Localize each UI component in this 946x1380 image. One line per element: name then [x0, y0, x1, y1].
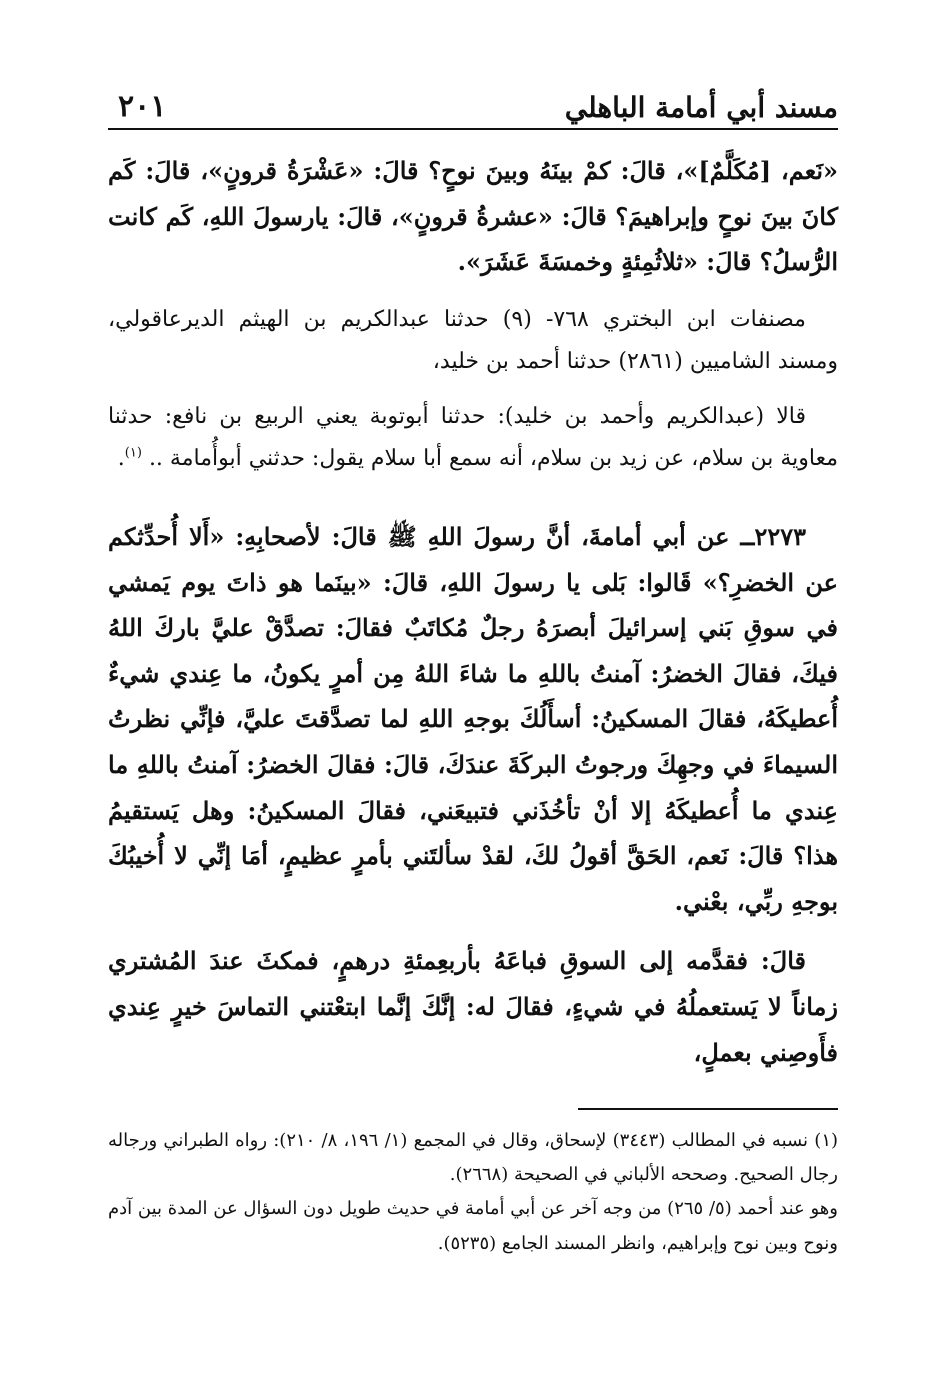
page-number: ٢٠١ [118, 89, 167, 124]
footnote-1: (١) نسبه في المطالب (٣٤٤٣) لإسحاق، وقال في المجمع (١/ ١٩٦، ٨/ ٢١٠): رواه الطبراني ورجاله رجال الصحيح. وصححه الألباني في الصحيحة (٢٦٦٨). [108, 1130, 839, 1186]
running-title: مسند أبي أمامة الباهلي [564, 91, 838, 124]
footnote-divider [578, 1108, 838, 1110]
isnad-chain-text: قالا (عبدالكريم وأحمد بن خليد): حدثنا أبوتوبة يعني الربيع بن نافع: حدثنا معاوية بن سلام، عن زيد بن سلام، أنه سمع أبا سلام يقول: حدثني أبوأُمامة .. [108, 404, 838, 472]
running-header [108, 84, 838, 130]
hadith-2273-paragraph: ٢٢٧٣ــ عن أبي أمامةَ، أنَّ رسولَ اللهِ ﷺ قالَ: لأصحابِهِ: «أَلا أُحدِّثكم عن الخضرِ؟» قَالوا: بَلى يا رسولَ اللهِ، قالَ: «بينَما هو ذاتَ يوم يَمشي في سوقِ بَني إسرائيلَ أبصرَهُ رجلٌ مُكاتَبٌ فقالَ: تصدَّقْ عليَّ باركَ اللهُ فيكَ، فقالَ الخضرُ: آمنتُ باللهِ ما شاءَ اللهُ مِن أمرٍ يكونُ، ما عِندي شيءٌ أُعطيكَهُ، فقالَ المسكينُ: أسأَلُكَ بوجهِ اللهِ لما تصدَّقتَ عليَّ، فإنِّي نظرتُ السيماءَ في وجهِكَ ورجوتُ البركَةَ عندَكَ، قالَ: فقالَ الخضرُ: آمنتُ باللهِ ما عِندي ما أُعطيكَهُ إلا أنْ تأخُذَني فتبيعَني، فقالَ المسكينُ: وهل يَستقيمُ هذا؟ قالَ: نَعم، الحَقَّ أقولُ لكَ، لقدْ سألتَني بأمرٍ عظيمٍ، أمَا إنِّي لا أُخيبُكَ بوجهِ ربِّي، بعْني. [108, 521, 838, 916]
isnad-chain-end: . [117, 446, 125, 472]
hadith-continuation-paragraph: «نَعم، [مُكَلَّمٌ]»، قالَ: كمْ بينَهُ وبينَ نوحٍ؟ قالَ: «عَشْرَةُ قرونٍ»، قالَ: كَم كانَ بينَ نوحٍ وإبراهيمَ؟ قالَ: «عشرةُ قرونٍ»، قالَ: يارسولَ اللهِ، كَم كانت الرُّسلُ؟ قالَ: «ثلاثُمِئةٍ وخمسَةَ عَشَرَ». [108, 156, 838, 277]
isnad-paragraph: مصنفات ابن البختري ٧٦٨- (٩) حدثنا عبدالكريم بن الهيثم الديرعاقولي، ومسند الشاميين (٢٨٦١) حدثنا أحمد بن خليد، [108, 306, 838, 374]
main-text [108, 148, 838, 1075]
footnote-ref-1: (١) [124, 445, 142, 461]
footnote-1-continued: وهو عند أحمد (٥/ ٢٦٥) من وجه آخر عن أبي أمامة في حديث طويل دون السؤال عن المدة بين آدم ونوح وبين نوح وإبراهيم، وانظر المسند الجامع (٥٢٣٥). [108, 1198, 838, 1254]
footnotes [108, 1124, 838, 1261]
hadith-2273-continuation: قالَ: فقدَّمه إلى السوقِ فباعَهُ بأربعِمئةِ درهمٍ، فمكثَ عندَ المُشتري زماناً لا يَستعملُهُ في شيءٍ، فقالَ له: إنَّكَ إنَّما ابتعْتني التماسَ خيرٍ عِندي فأَوصِني بعملٍ، [108, 946, 838, 1067]
isnad-chain-paragraph [108, 396, 838, 480]
